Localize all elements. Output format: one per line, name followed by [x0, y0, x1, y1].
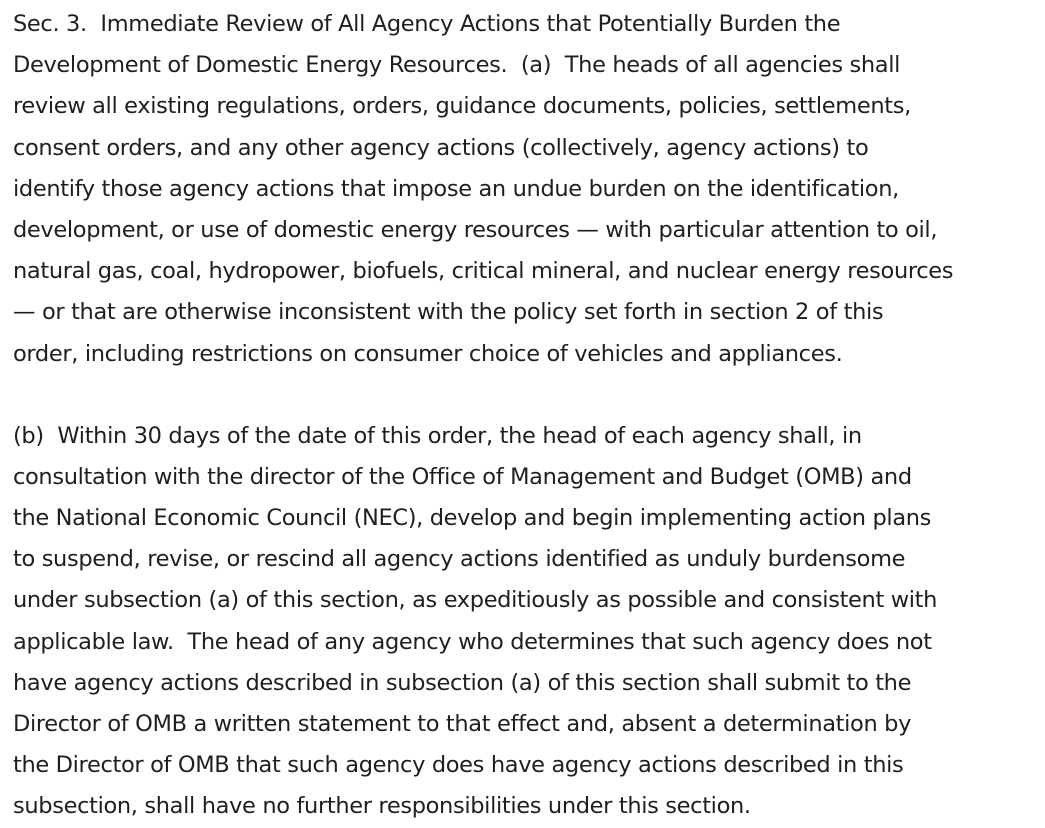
- text-line: Sec. 3. Immediate Review of All Agency Actions that Potentially Burden the: [13, 11, 841, 37]
- text-line: identify those agency actions that impose an undue burden on the identification,: [13, 175, 899, 202]
- document-body: [13, 4, 1045, 828]
- text-line: consultation with the director of the Office of Management and Budget (OMB) and: [13, 463, 912, 490]
- text-line: (b) Within 30 days of the date of this order, the head of each agency shall, in: [13, 422, 862, 449]
- text-line: have agency actions described in subsection (a) of this section shall submit to the: [13, 669, 912, 696]
- text-line: subsection, shall have no further responsibilities under this section.: [13, 793, 751, 820]
- paragraph-b: [13, 416, 1045, 828]
- text-line: Development of Domestic Energy Resources. (a) The heads of all agencies shall: [13, 52, 901, 79]
- text-line: natural gas, coal, hydropower, biofuels, critical mineral, and nuclear energy resources: [13, 258, 954, 285]
- text-line: order, including restrictions on consumer choice of vehicles and appliances.: [13, 340, 843, 367]
- text-line: the National Economic Council (NEC), develop and begin implementing action plans: [13, 505, 932, 532]
- text-line: development, or use of domestic energy resources — with particular attention to oil,: [13, 216, 938, 243]
- text-line: Director of OMB a written statement to that effect and, absent a determination by: [13, 711, 912, 737]
- text-line: review all existing regulations, orders, guidance documents, policies, settlements,: [13, 93, 911, 120]
- text-line: under subsection (a) of this section, as expeditiously as possible and consistent with: [13, 587, 938, 614]
- text-line: to suspend, revise, or rescind all agency actions identified as unduly burdensome: [13, 546, 906, 573]
- text-line: — or that are otherwise inconsistent with the policy set forth in section 2 of this: [13, 299, 884, 326]
- text-line: applicable law. The head of any agency who determines that such agency does not: [13, 628, 932, 655]
- paragraph-a: [13, 4, 1045, 375]
- text-line: consent orders, and any other agency actions (collectively, agency actions) to: [13, 134, 869, 161]
- text-line: the Director of OMB that such agency does have agency actions described in this: [13, 752, 904, 779]
